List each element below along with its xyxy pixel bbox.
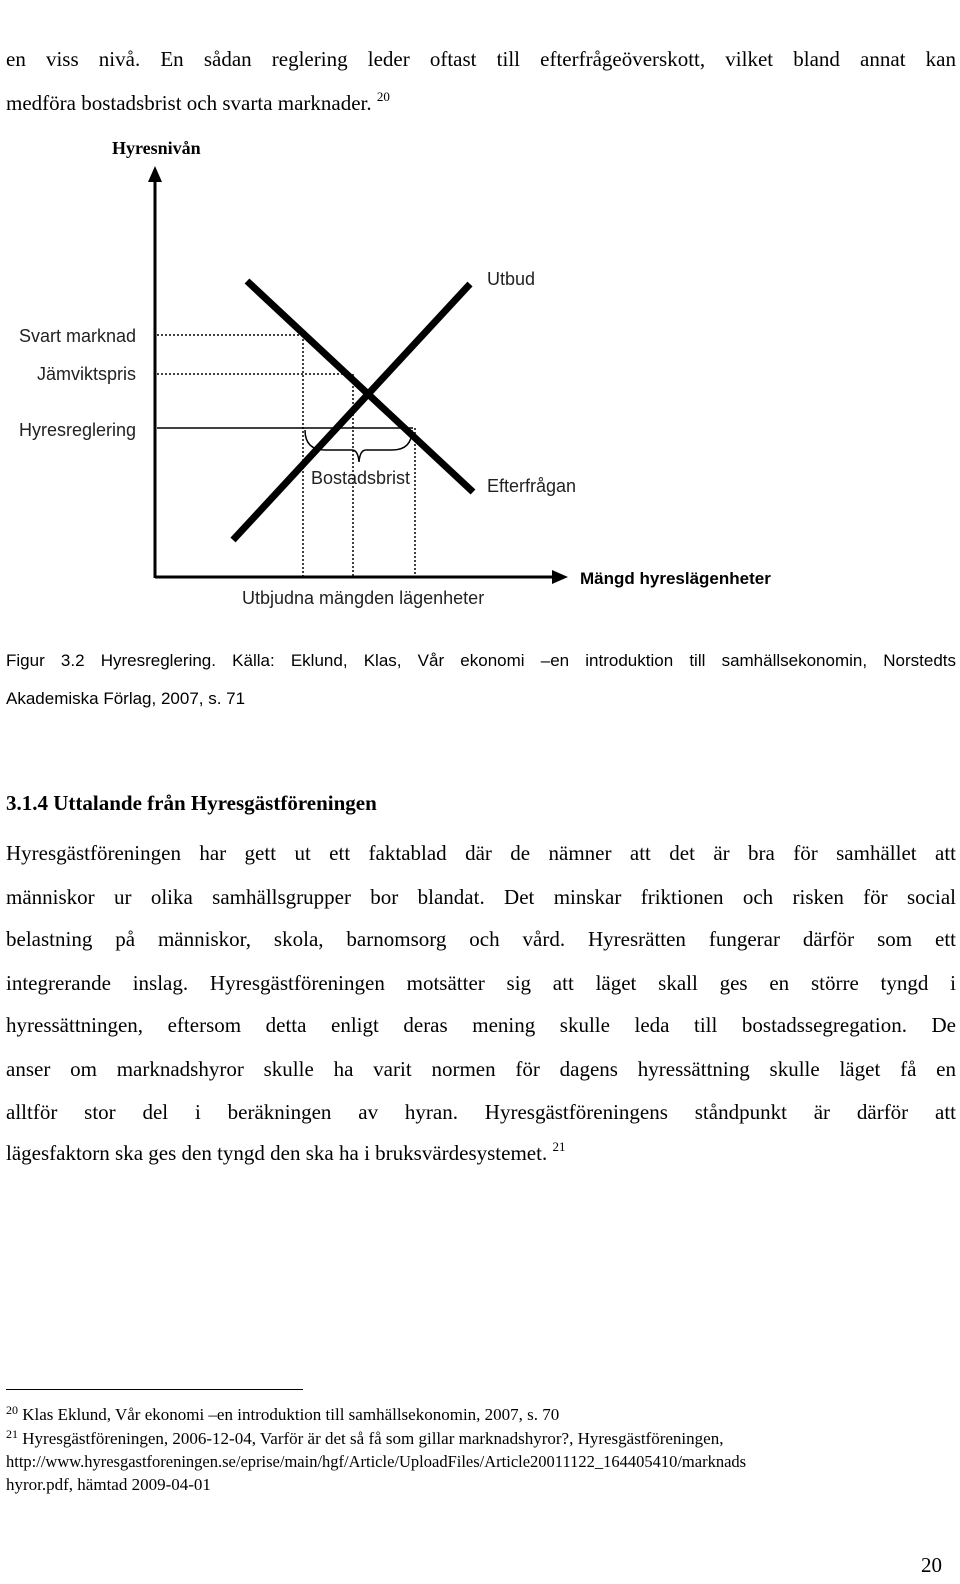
x-axis-title: Mängd hyreslägenheter xyxy=(580,569,771,588)
footnote-ref-20: 20 xyxy=(376,89,390,104)
shortage-label: Bostadsbrist xyxy=(311,468,411,488)
body-line-6: anser om marknadshyror skulle ha varit normen för dagens hyressättning skulle läget få en xyxy=(6,1057,956,1081)
body-line-4: integrerande inslag. Hyresgästföreningen motsätter sig att läget skall ges en större tyngd i xyxy=(6,971,956,995)
figure-caption-line-2: Akademiska Förlag, 2007, s. 71 xyxy=(6,689,246,708)
body-line-7: alltför stor del i beräkningen av hyran. Hyresgästföreningens ståndpunkt är därför att xyxy=(6,1100,956,1124)
black-market-label: Svart marknad xyxy=(19,326,137,346)
body-line-8-text: lägesfaktorn ska ges den tyngd den ska ha i bruksvärdesystemet. xyxy=(6,1141,548,1165)
footnote-separator xyxy=(6,1389,303,1390)
body-line-2: människor ur olika samhällsgrupper bor blandat. Det minskar friktionen och risken för social xyxy=(6,885,956,909)
figure-diagram xyxy=(0,0,960,620)
footnote-21-url[interactable]: http://www.hyresgastforeningen.se/eprise/main/hgf/Article/UploadFiles/Article20011122_164405410/marknads xyxy=(6,1452,747,1471)
x-axis-arrow xyxy=(552,570,568,584)
footnote-20-text: Klas Eklund, Vår ekonomi –en introduktion till samhällsekonomin, 2007, s. 70 xyxy=(22,1405,560,1424)
footnote-21-number: 21 xyxy=(6,1427,18,1441)
supply-label: Utbud xyxy=(487,269,536,289)
footnote-21-text: Hyresgästföreningen, 2006-12-04, Varför är det så få som gillar marknadshyror?, Hyresgästföreningen, xyxy=(22,1429,724,1448)
body-line-5: hyressättningen, eftersom detta enligt deras mening skulle leda till bostadssegregation. De xyxy=(6,1013,956,1037)
body-line-1: Hyresgästföreningen har gett ut ett faktablad där de nämner att det är bra för samhället att xyxy=(6,841,956,865)
body-line-3: belastning på människor, skola, barnomsorg och vård. Hyresrätten fungerar därför som ett xyxy=(6,927,956,951)
equilibrium-label: Jämviktspris xyxy=(37,364,137,384)
footnote-20-number: 20 xyxy=(6,1403,18,1417)
y-axis-arrow xyxy=(148,166,162,182)
rent-control-label: Hyresreglering xyxy=(19,420,137,440)
intro-line-2-text: medföra bostadsbrist och svarta marknader. xyxy=(6,91,372,115)
footnote-ref-21: 21 xyxy=(552,1139,566,1154)
intro-line-1: en viss nivå. En sådan reglering leder oftast till efterfrågeöverskott, vilket bland annat kan xyxy=(6,47,956,71)
supply-curve xyxy=(233,284,470,540)
section-heading: 3.1.4 Uttalande från Hyresgästföreningen xyxy=(6,791,377,815)
demand-label: Efterfrågan xyxy=(487,476,577,496)
x-axis-sub-label: Utbjudna mängden lägenheter xyxy=(242,588,485,608)
figure-caption-line-1: Figur 3.2 Hyresreglering. Källa: Eklund, Klas, Vår ekonomi –en introduktion till samhällsekonomin, Norstedts xyxy=(6,651,956,670)
y-axis-title: Hyresnivån xyxy=(112,138,201,158)
footnote-20 xyxy=(6,1404,559,1426)
body-line-8 xyxy=(6,1140,565,1166)
page-number: 20 xyxy=(921,1553,942,1577)
footnote-21-tail: hyror.pdf, hämtad 2009-04-01 xyxy=(6,1475,211,1494)
footnote-21 xyxy=(6,1428,723,1450)
